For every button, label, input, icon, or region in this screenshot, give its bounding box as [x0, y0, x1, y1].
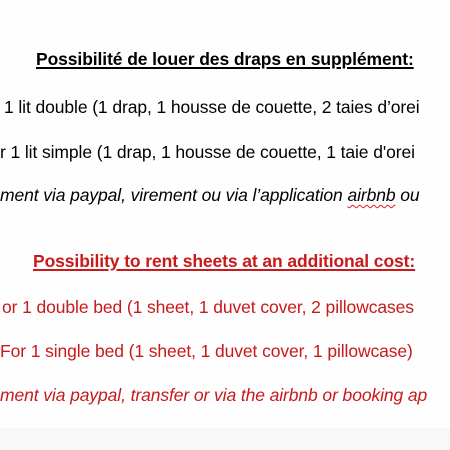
french-payment-text-end: ou — [395, 185, 420, 205]
french-payment-text-start: ment via paypal, virement ou via l’application — [0, 185, 348, 205]
english-payment-line: ment via paypal, transfer or via the airbnb or booking ap — [0, 385, 428, 405]
english-single-bed-line: For 1 single bed (1 sheet, 1 duvet cover, 1 pillowcase) — [0, 341, 413, 361]
french-heading: Possibilité de louer des draps en supplément: — [36, 49, 414, 69]
french-payment-app-name: airbnb — [347, 185, 396, 205]
french-single-bed-line: r 1 lit simple (1 drap, 1 housse de couette, 1 taie d'orei — [0, 142, 415, 162]
english-double-bed-line: or 1 double bed (1 sheet, 1 duvet cover, 2 pillowcases — [2, 297, 414, 317]
page-bottom-edge — [0, 428, 450, 450]
english-heading: Possibility to rent sheets at an additional cost: — [33, 251, 416, 271]
french-double-bed-line: 1 lit double (1 drap, 1 housse de couette, 2 taies d’orei — [4, 97, 420, 117]
french-payment-line — [0, 185, 420, 205]
